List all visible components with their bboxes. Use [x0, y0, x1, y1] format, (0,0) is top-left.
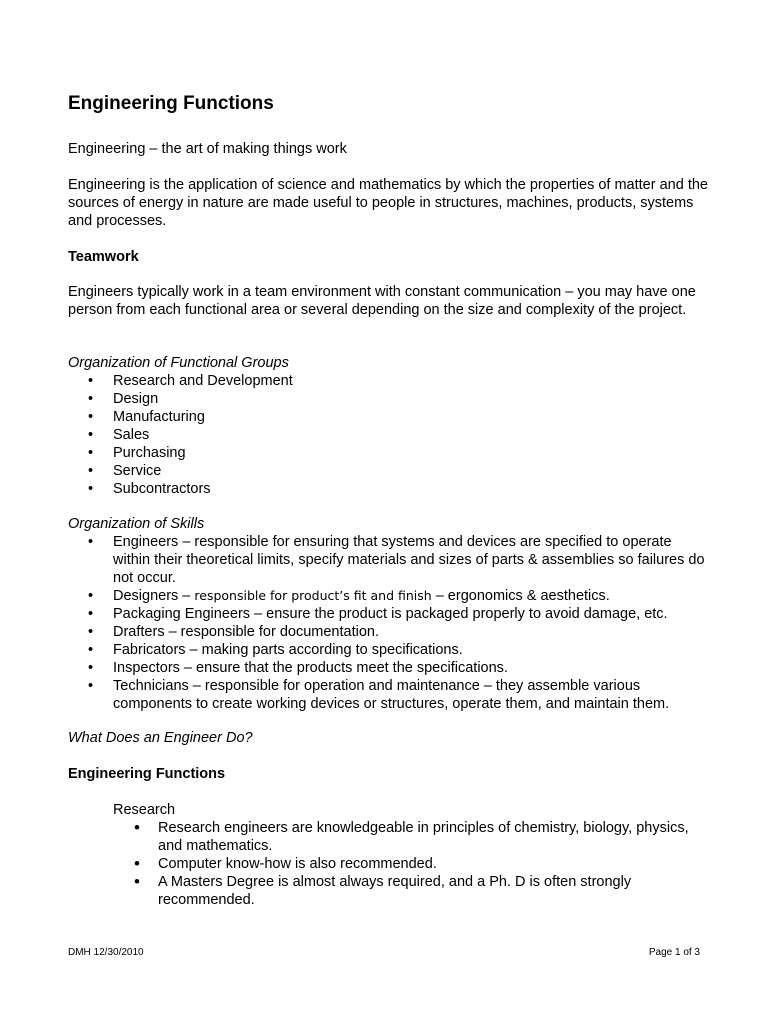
list-item: • Manufacturing: [68, 408, 708, 426]
skill-inspectors: • Inspectors – ensure that the products meet the specifications.: [68, 659, 708, 677]
skills-list: [68, 533, 708, 713]
skill-fabricators: • Fabricators – making parts according to specifications.: [68, 641, 708, 659]
skills-section: [68, 515, 708, 713]
list-item: • A Masters Degree is almost always required, and a Ph. D is often strongly recommended.: [68, 873, 708, 909]
engineering-functions-heading: Engineering Functions: [68, 766, 226, 782]
designers-suffix: – ergonomics & aesthetics.: [431, 588, 610, 604]
skill-packaging: • Packaging Engineers – ensure the product is packaged properly to avoid damage, etc.: [68, 605, 708, 623]
teamwork-heading: Teamwork: [68, 249, 139, 265]
skill-technicians: • Technicians – responsible for operation and maintenance – they assemble various components to create working devices or structures, operate them, and maintain them.: [68, 677, 708, 713]
functional-groups-heading: Organization of Functional Groups: [68, 355, 289, 371]
page-title: Engineering Functions: [68, 93, 274, 114]
research-label: Research: [113, 802, 176, 818]
list-item: • Purchasing: [68, 444, 708, 462]
list-item: • Research and Development: [68, 372, 708, 390]
intro-tagline: Engineering – the art of making things work: [68, 141, 347, 157]
research-section: [68, 801, 708, 909]
list-item: • Sales: [68, 426, 708, 444]
skill-engineers: • Engineers – responsible for ensuring that systems and devices are specified to operate within their theoretical limits, specify materials and sizes of parts & assemblies so failures do not occur.: [68, 533, 708, 587]
list-item: • Service: [68, 462, 708, 480]
footer-page-number: Page 1 of 3: [648, 947, 700, 958]
footer-left: DMH 12/30/2010: [68, 947, 144, 958]
list-item: • Design: [68, 390, 708, 408]
what-does-heading: What Does an Engineer Do?: [68, 730, 253, 746]
skill-designers: [68, 587, 708, 605]
list-item: • Computer know-how is also recommended.: [68, 855, 708, 873]
designers-middle: responsible for product’s fit and finish: [194, 588, 432, 603]
list-item: • Subcontractors: [68, 480, 708, 498]
functional-groups-list: [68, 372, 708, 498]
functional-groups-section: [68, 354, 708, 498]
research-list: [68, 819, 708, 909]
document-page: [68, 0, 708, 1024]
skills-heading: Organization of Skills: [68, 516, 205, 532]
designers-prefix: Designers –: [113, 588, 195, 604]
skill-drafters: • Drafters – responsible for documentation.: [68, 623, 708, 641]
intro-definition: Engineering is the application of science and mathematics by which the properties of matter and the sources of energy in nature are made useful to people in structures, machines, products, systems and processes.: [68, 177, 708, 229]
list-item: • Research engineers are knowledgeable in principles of chemistry, biology, physics, and mathematics.: [68, 819, 708, 855]
teamwork-paragraph: Engineers typically work in a team environment with constant communication – you may have one person from each functional area or several depending on the size and complexity of the project.: [68, 284, 696, 318]
